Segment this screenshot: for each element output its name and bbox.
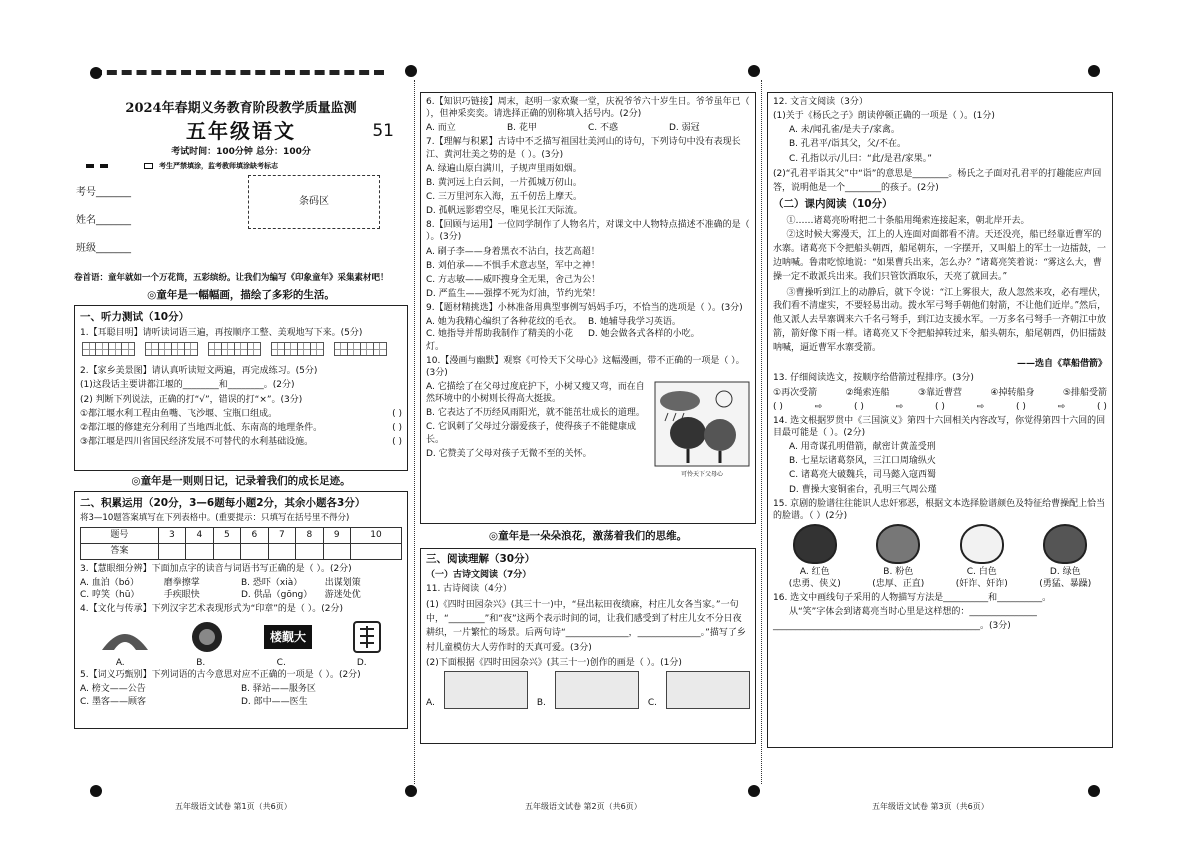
option[interactable]: A. 刷子李——身着黑衣不沾白，技艺高超！ bbox=[426, 246, 600, 257]
option[interactable]: D. 它赞美了父母对孩子无微不至的关怀。 bbox=[426, 448, 592, 459]
option[interactable]: A. 她为我精心编织了各种花纹的毛衣。 bbox=[426, 317, 582, 328]
question-12-1: (1)关于《杨氏之子》朗读停顿正确的一项是（ ）。(1分) bbox=[773, 111, 995, 122]
judge-item: ②都江堰的修建充分利用了当地西北低、东南高的地理条件。 bbox=[80, 422, 323, 433]
question-1: 1.【耳聪目明】请听读词语三遍，再按顺序工整、美观地写下来。(5分) bbox=[80, 327, 363, 338]
answer-cell[interactable] bbox=[268, 543, 295, 559]
answer-cell[interactable] bbox=[186, 543, 213, 559]
answer-cell[interactable] bbox=[213, 543, 240, 559]
table-header-cell: 9 bbox=[323, 527, 350, 543]
barcode-label: 条码区 bbox=[299, 196, 329, 208]
option-note: (忠勇、侠义) bbox=[788, 579, 841, 590]
question-3: 3.【慧眼细分辨】下面加点字的读音与词语书写正确的是（ ）。(2分) bbox=[80, 563, 352, 574]
question-6: 6.【知识巧链接】周末，赵明一家欢聚一堂，庆祝爷爷六十岁生日。爷爷虽年已（ ），但神采奕奕。请选择正确的别称填入括号内。(2分) bbox=[426, 97, 750, 120]
column-separator bbox=[414, 80, 415, 784]
option[interactable]: B. 孔君平/诣其父，父/不在。 bbox=[789, 139, 906, 150]
option[interactable]: C. 不惑 bbox=[588, 123, 619, 134]
page-1-column bbox=[74, 100, 408, 729]
section-title: 二、积累运用（20分，3—6题每小题2分，其余小题各3分） bbox=[80, 496, 366, 509]
question-14: 14. 选文根据罗贯中《三国演义》第四十六回相关内容改写，你觉得第四十六回的回目最可能是（ ）。(2分) bbox=[773, 415, 1106, 438]
option-letter[interactable]: D. bbox=[356, 658, 367, 669]
option[interactable]: A. 榜文——公告 bbox=[80, 684, 146, 695]
option[interactable]: C. 诸葛亮大破魏兵，司马懿入寇西蜀 bbox=[789, 470, 937, 481]
option-letter[interactable]: A. bbox=[426, 698, 435, 709]
option[interactable]: C. 白色 bbox=[966, 566, 997, 577]
option[interactable]: C. 方志敏——威吓搜身全无果，舍己为公！ bbox=[426, 274, 601, 285]
opera-masks bbox=[773, 524, 1107, 564]
option[interactable]: D. 严监生——强撑不死为灯油，节约光荣！ bbox=[426, 288, 601, 299]
binding-dot bbox=[1088, 785, 1100, 797]
table-header-cell: 7 bbox=[268, 527, 295, 543]
question-9: 9.【题材精挑选】小林准备用典型事例写妈妈手巧，不恰当的选项是（ ）。(3分) bbox=[426, 303, 743, 314]
calligraphy-plaque: 楼觐大 bbox=[264, 625, 312, 649]
option[interactable]: B. 恐吓（xià） bbox=[240, 577, 303, 588]
judge-blank[interactable]: ( ) bbox=[392, 422, 402, 433]
table-header-cell: 4 bbox=[186, 527, 213, 543]
answer-cell[interactable] bbox=[351, 543, 402, 559]
cartoon-caption: 可怜天下父母心 bbox=[680, 471, 723, 479]
option[interactable]: A. 用奇谋孔明借箭，献密计黄盖受刑 bbox=[789, 442, 936, 453]
absent-notice: 考生严禁填涂，监考教师填涂缺考标志 bbox=[159, 161, 278, 170]
option[interactable]: C. 三万里河东入海，五千仞岳上摩天。 bbox=[426, 191, 583, 202]
sequence-answer-row bbox=[773, 401, 1107, 413]
table-header-cell: 8 bbox=[296, 527, 323, 543]
page-footer: 五年级语文试卷 第1页（共6页） bbox=[175, 802, 292, 811]
option-word: 手疾眼快 bbox=[163, 589, 200, 600]
question-11: 11. 古诗阅读（4分） bbox=[426, 584, 512, 595]
answer-cell[interactable] bbox=[323, 543, 350, 559]
fill-mark bbox=[100, 164, 108, 168]
sequence-blank[interactable]: ( ) bbox=[773, 401, 783, 412]
option[interactable]: A. 未/闻孔雀/是夫子/家禽。 bbox=[789, 125, 900, 136]
option[interactable]: D. 绿色 bbox=[1049, 566, 1081, 577]
paper-cut-image bbox=[190, 620, 224, 654]
opera-mask-red bbox=[793, 524, 837, 564]
answer-cell[interactable] bbox=[158, 543, 185, 559]
page-3-column bbox=[767, 92, 1113, 748]
option[interactable]: D. 郎中——医生 bbox=[241, 696, 308, 707]
question-12: 12. 文言文阅读（3分） bbox=[773, 97, 868, 107]
option[interactable]: A. 血泊（bó） bbox=[80, 577, 139, 588]
option-letter[interactable]: B. bbox=[196, 658, 206, 669]
question-16-prompt: 从“笑”字体会到诸葛亮当时心里是这样想的：_______________ bbox=[789, 607, 1037, 618]
option-note: (忠厚、正直) bbox=[872, 579, 925, 590]
field-exam-number[interactable]: 考号_______ bbox=[76, 187, 131, 199]
column-separator bbox=[761, 80, 762, 784]
table-header-cell: 10 bbox=[351, 527, 402, 543]
field-name[interactable]: 姓名_______ bbox=[76, 215, 131, 227]
question-2: 2.【家乡美景图】请认真听读短文两遍，再完成练习。(5分) bbox=[80, 366, 318, 377]
opera-mask-white bbox=[960, 524, 1004, 564]
table-header-cell: 5 bbox=[213, 527, 240, 543]
option[interactable]: A. 而立 bbox=[426, 123, 456, 134]
option[interactable]: C. 它讽刺了父母过分溺爱孩子，使得孩子不能健康成长。 bbox=[426, 422, 637, 445]
binding-dot bbox=[1088, 65, 1100, 77]
passage-paragraph: ②这时候大雾漫天，江上的人连面对面都看不清。天还没亮，船已经靠近曹军的水寨。诸葛亮下令把船头朝西，船尾朝东，一字摆开，又叫船上的军士一边擂鼓，一边呐喊。鲁肃吃惊地说：“如果曹兵出来，怎么办？”诸葛亮笑着说：“雾这么大，曹操一定不敢派兵出来。我们只管饮酒取乐，天亮了就回去。” bbox=[773, 229, 1107, 282]
table-header-cell: 题号 bbox=[81, 527, 159, 543]
option[interactable]: B. 驿站——服务区 bbox=[241, 684, 316, 695]
sequence-item: ③靠近曹营 bbox=[917, 387, 963, 398]
painting-option-b bbox=[555, 671, 639, 709]
painting-option-c bbox=[666, 671, 750, 709]
section-title: 一、听力测试（10分） bbox=[80, 310, 190, 323]
option-note: (勇猛、暴躁) bbox=[1039, 579, 1092, 590]
table-header-cell: 3 bbox=[158, 527, 185, 543]
fan-calligraphy-image bbox=[100, 622, 150, 652]
option-letter[interactable]: C. bbox=[647, 698, 657, 709]
field-class[interactable]: 班级_______ bbox=[76, 243, 131, 255]
table-header-cell: 6 bbox=[241, 527, 268, 543]
option[interactable]: C. 她指导并帮助我制作了精美的小花灯。 bbox=[426, 329, 574, 352]
accumulation-section bbox=[74, 491, 408, 729]
section-note: 将3—10题答案填写在下列表格中。(重要提示：只填写在括号里不得分) bbox=[80, 513, 350, 524]
section-banner: ◎童年是一朵朵浪花，激荡着我们的思维。 bbox=[488, 530, 688, 542]
option[interactable]: B. 它表达了不历经风雨阳光，就不能茁壮成长的道理。 bbox=[426, 408, 645, 419]
opera-mask-green bbox=[1043, 524, 1087, 564]
accumulation-continued bbox=[420, 92, 756, 524]
binding-dot bbox=[90, 785, 102, 797]
option[interactable]: D. 供品（gōng） bbox=[240, 589, 313, 600]
exam-title: 2024年春期义务教育阶段教学质量监测 bbox=[125, 101, 357, 116]
cartoon-image bbox=[654, 381, 750, 467]
option[interactable]: B. 刘伯承——不惧手术意志坚，军中之神！ bbox=[426, 260, 600, 271]
question-5: 5.【词义巧甄别】下列词语的古今意思对应不正确的一项是（ ）。(2分) bbox=[80, 670, 361, 681]
passage-paragraph: ①……诸葛亮吩咐把二十条船用绳索连接起来，朝北岸开去。 bbox=[786, 215, 1030, 226]
judge-blank[interactable]: ( ) bbox=[392, 408, 402, 419]
sequence-item: ②绳索连船 bbox=[845, 387, 890, 398]
option-letter[interactable]: B. bbox=[536, 698, 546, 709]
question-15: 15. 京剧的脸谱往往能识人忠奸邪恶，根据文本选择脸谱颜色及特征给曹操配上恰当的脸谱。（ ）(2分) bbox=[773, 498, 1106, 521]
arrow-icon: ⇨ bbox=[814, 401, 823, 412]
question-11-2: (2)下面根据《四时田园杂兴》(其三十一)创作的画是（ ）。(1分) bbox=[426, 658, 682, 669]
sequence-blank[interactable]: ( ) bbox=[1097, 401, 1107, 412]
passage-paragraph: ③曹操听到江上的动静后，就下令说：“江上雾很大，敌人忽然来攻，必有埋伏，我们看不清虚实，不要轻易出动。拨水军弓弩手朝他们射箭，不让他们近岸。”然后，他又派人去旱寨调来六千名弓弩手，到江边支援水军。一万多名弓弩手一齐朝江中放箭，箭好像下雨一样。诸葛亮又下令把船掉转过来，船头朝东，船尾朝西，仍旧擂鼓呐喊，逼近曹军水寨受箭。 bbox=[773, 287, 1107, 354]
question-4: 4.【文化与传承】下列汉字艺术表现形式为“印章”的是（ ）。(2分) bbox=[80, 604, 344, 614]
option[interactable]: B. 七星坛诸葛祭风，三江口周瑜纵火 bbox=[789, 456, 936, 467]
option[interactable]: D. 她会做各式各样的小吃。 bbox=[588, 329, 700, 340]
option[interactable]: A. 它描绘了在父母过度庇护下，小树又瘦又弯，而在自然环境中的小树则长得高大挺拔。 bbox=[426, 381, 645, 405]
painting-option-a bbox=[444, 671, 528, 709]
question-7: 7.【理解与积累】古诗中不乏描写祖国壮美河山的诗句，下列诗句中没有表现长江、黄河壮美之势的是（ ）。(3分) bbox=[426, 137, 741, 160]
option[interactable]: A. 绿遍山原白满川，子规声里雨如烟。 bbox=[426, 163, 582, 174]
answer-cell[interactable] bbox=[296, 543, 323, 559]
question-13: 13. 仔细阅读选文，按顺序给借箭过程排序。(3分) bbox=[773, 373, 974, 384]
seal-stamp-image bbox=[352, 620, 382, 654]
option-word: 游迷处优 bbox=[324, 589, 361, 600]
judge-item: ①都江堰水利工程由鱼嘴、飞沙堰、宝瓶口组成。 bbox=[80, 408, 278, 419]
arrow-icon: ⇨ bbox=[1057, 401, 1066, 412]
sequence-blank[interactable]: ( ) bbox=[1016, 401, 1026, 412]
option-word: 出谋划策 bbox=[324, 577, 361, 588]
preface: 卷首语：童年就如一个万花筒，五彩缤纷。让我们为编写《印象童年》采集素材吧！ bbox=[74, 273, 389, 284]
option[interactable]: C. 孔指以示/儿曰：“此/是君/家果。” bbox=[789, 153, 932, 164]
opera-mask-pink bbox=[876, 524, 920, 564]
binding-dot bbox=[90, 67, 102, 79]
binding-dash-line bbox=[92, 70, 384, 75]
answer-cell[interactable] bbox=[241, 543, 268, 559]
subsection-title: （一）古诗文阅读（7分） bbox=[426, 570, 532, 581]
judge-blank[interactable]: ( ) bbox=[392, 436, 402, 447]
page-2-column bbox=[420, 92, 756, 744]
question-12-2: (2)“孔君平诣其父”中“诣”的意思是________。杨氏之子面对孔君平的打趣能应声回答，说明他是一个________的孩子。(2分) bbox=[773, 168, 1102, 194]
answer-row-label: 答案 bbox=[81, 543, 159, 559]
question-3-options bbox=[80, 577, 402, 601]
question-10: 10.【漫画与幽默】观察《可怜天下父母心》这幅漫画，带不正确的一项是（ ）。(3分) bbox=[426, 355, 745, 378]
exam-code: 51 bbox=[372, 120, 394, 141]
passage-source: ——选自《草船借箭》 bbox=[1016, 359, 1107, 370]
reading-continued bbox=[767, 92, 1113, 748]
option-word: 磨拳擦掌 bbox=[163, 577, 200, 588]
question-16: 16. 选文中画线句子采用的人物描写方法是__________和__________。 bbox=[773, 593, 1052, 604]
option[interactable]: A. 红色 bbox=[799, 566, 830, 577]
sequence-item: ④掉转船身 bbox=[990, 387, 1035, 398]
page-footer: 五年级语文试卷 第3页（共6页） bbox=[872, 802, 989, 811]
question-16-answer-line[interactable]: ______________________________________________。(3分) bbox=[773, 621, 1011, 632]
section-banner: ◎童年是一幅幅画，描绘了多彩的生活。 bbox=[147, 288, 335, 301]
arrow-icon: ⇨ bbox=[895, 401, 904, 412]
option-letter[interactable]: A. bbox=[115, 658, 125, 669]
listening-section bbox=[74, 305, 408, 471]
answer-table bbox=[80, 527, 402, 560]
option-letter[interactable]: C. bbox=[276, 658, 286, 669]
arrow-icon: ⇨ bbox=[976, 401, 985, 412]
subsection-title: （二）课内阅读（10分） bbox=[773, 198, 893, 211]
binding-dot bbox=[748, 785, 760, 797]
page-footer: 五年级语文试卷 第2页（共6页） bbox=[525, 802, 642, 811]
question-2-1: (1)这段话主要讲都江堰的________和________。(2分) bbox=[80, 380, 295, 391]
option[interactable]: D. 弱冠 bbox=[669, 123, 700, 134]
option[interactable]: D. 曹操大宴铜雀台，孔明三气周公瑾 bbox=[789, 484, 937, 495]
fill-mark bbox=[86, 164, 94, 168]
option-note: (奸诈、奸诈) bbox=[955, 579, 1008, 590]
reading-section bbox=[420, 548, 756, 744]
binding-dot bbox=[748, 65, 760, 77]
writing-grid[interactable] bbox=[82, 342, 402, 360]
barcode-area bbox=[248, 175, 380, 229]
option[interactable]: B. 她辅导我学习英语。 bbox=[588, 317, 681, 328]
question-4-images bbox=[80, 617, 402, 657]
question-2-2: (2) 判断下列说法，正确的打“√”，错误的打“×”。(3分) bbox=[80, 394, 303, 405]
binding-dot bbox=[405, 65, 417, 77]
option[interactable]: D. 孤帆远影碧空尽，唯见长江天际流。 bbox=[426, 206, 583, 217]
sequence-item: ⑤排船受箭 bbox=[1062, 387, 1107, 398]
option[interactable]: C. 哼笑（hū） bbox=[80, 589, 140, 600]
exam-info: 考试时间：100分钟 总分：100分 bbox=[171, 146, 311, 157]
option[interactable]: B. 花甲 bbox=[507, 123, 537, 134]
sequence-item: ①再次受箭 bbox=[773, 387, 818, 398]
absent-checkbox[interactable] bbox=[144, 163, 153, 169]
question-11-1: (1)《四时田园杂兴》(其三十一)中，“昼出耘田夜绩麻，村庄儿女各当家。”一句中，“________”和“夜”这两个表示时间的词，让我们感受到了村庄儿女不分日夜耕织，一片繁忙的场景。后两句诗“______________，______________。”描写了乡村儿童模仿大人劳作时的天真可爱。(3分) bbox=[426, 599, 746, 653]
judge-item: ③都江堰是四川省国民经济发展不可替代的水利基础设施。 bbox=[80, 436, 314, 447]
subject-title: 五年级语文 bbox=[186, 118, 296, 143]
binding-dot bbox=[405, 785, 417, 797]
sequence-blank[interactable]: ( ) bbox=[854, 401, 864, 412]
question-5-options bbox=[80, 683, 402, 707]
option[interactable]: B. 粉色 bbox=[883, 566, 914, 577]
sequence-blank[interactable]: ( ) bbox=[935, 401, 945, 412]
question-8: 8.【回顾与运用】一位同学制作了人物名片，对课文中人物特点描述不准确的是（ ）。(3分) bbox=[426, 220, 750, 243]
option[interactable]: B. 黄河远上白云间，一片孤城万仞山。 bbox=[426, 177, 582, 188]
section-banner: ◎童年是一则则日记，记录着我们的成长足迹。 bbox=[131, 474, 351, 487]
option[interactable]: C. 墨客——顾客 bbox=[80, 696, 147, 707]
section-title: 三、阅读理解（30分） bbox=[426, 553, 536, 566]
